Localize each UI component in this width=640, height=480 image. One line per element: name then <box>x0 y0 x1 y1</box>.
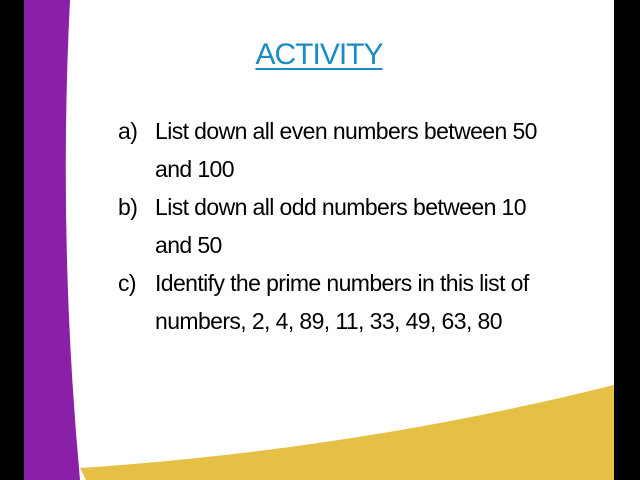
slide-title: ACTIVITY <box>255 38 383 71</box>
activity-list <box>118 112 538 340</box>
list-marker: a) <box>118 118 138 144</box>
list-item-text: Identify the prime numbers in this list of numbers, 2, 4, 89, 11, 33, 49, 63, 80 <box>155 270 529 334</box>
list-marker: b) <box>118 194 138 220</box>
list-item <box>118 264 538 340</box>
list-item <box>118 188 538 264</box>
list-item-text: List down all even numbers between 50 and 100 <box>155 118 537 182</box>
list-item-text: List down all odd numbers between 10 and 50 <box>155 194 526 258</box>
list-marker: c) <box>118 270 136 296</box>
gold-swoosh <box>80 385 614 480</box>
purple-swoosh <box>24 0 80 480</box>
list-item <box>118 112 538 188</box>
slide <box>24 0 614 480</box>
